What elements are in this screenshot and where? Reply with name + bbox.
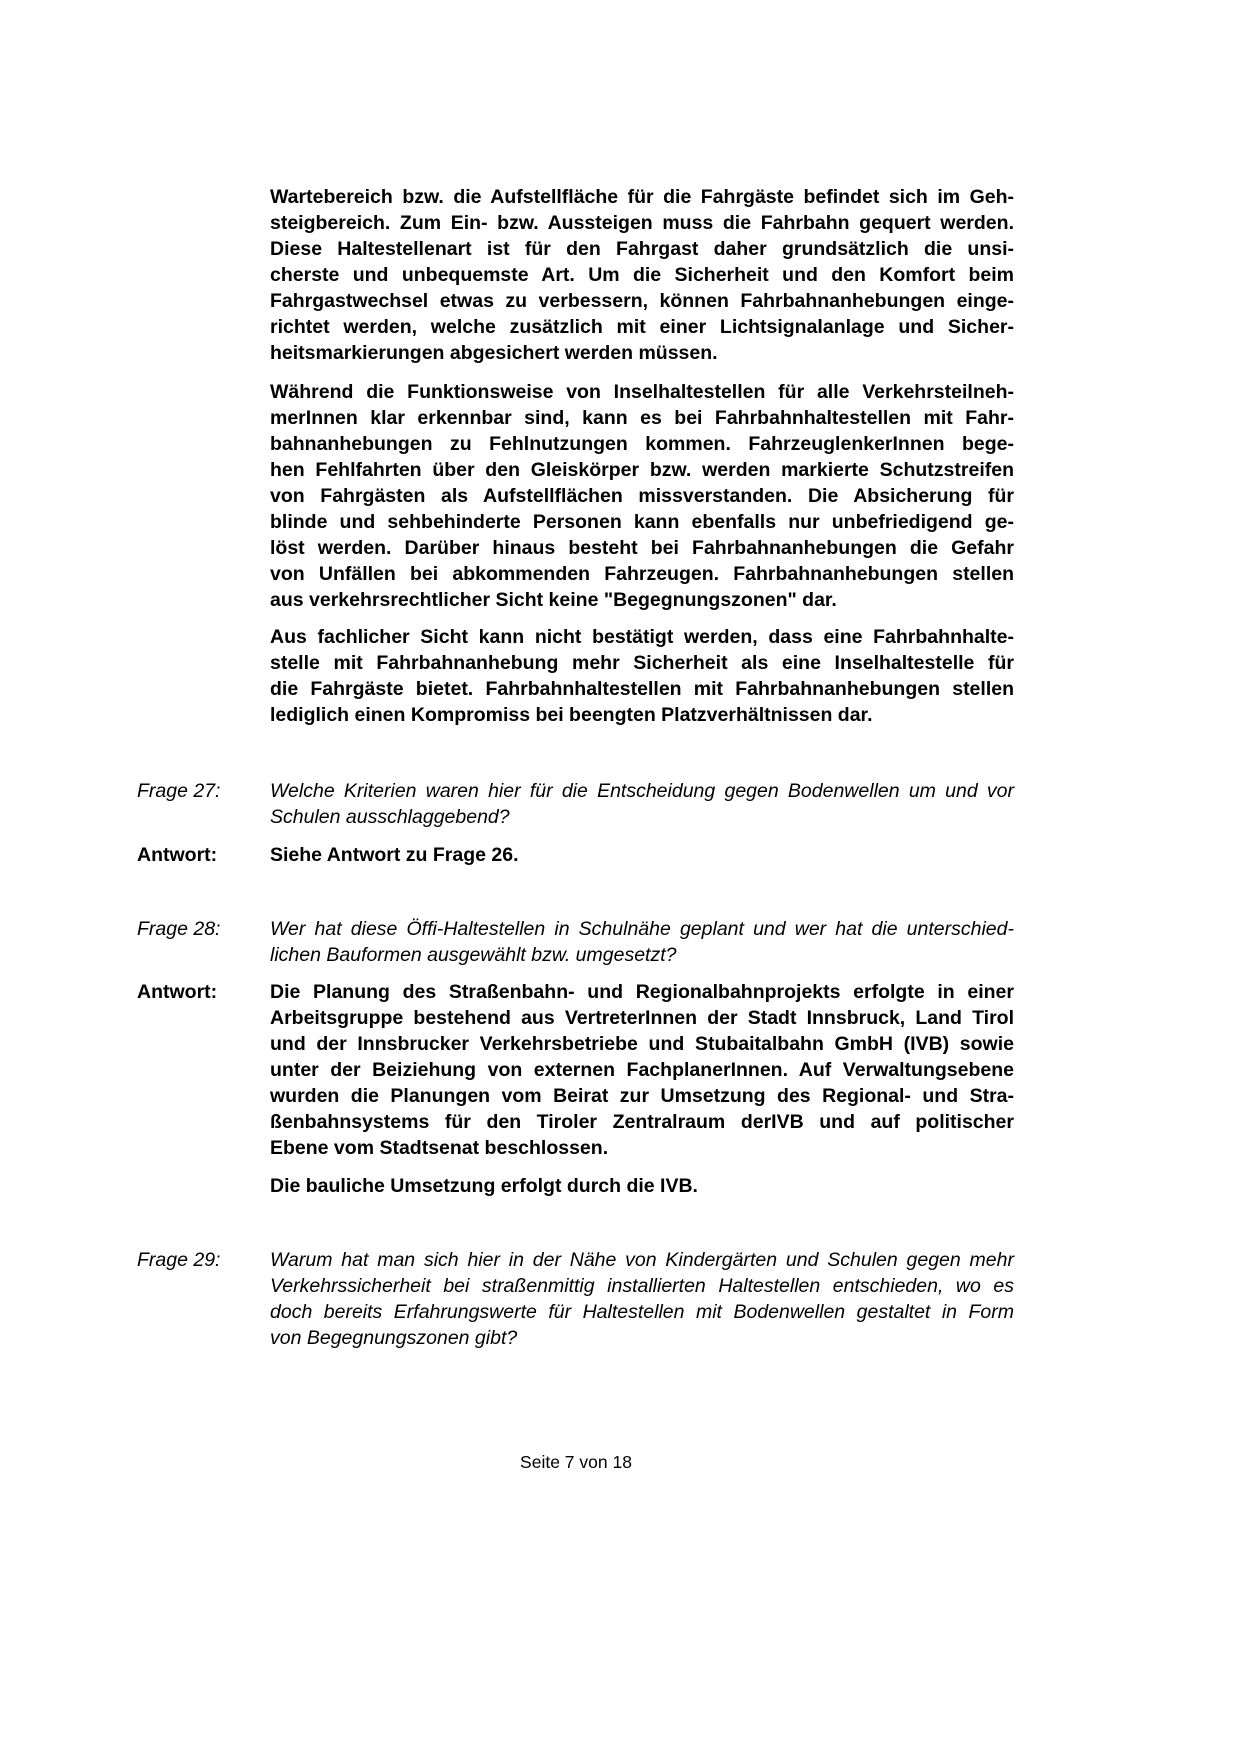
- text-line: stelle mit Fahrbahnanhebung mehr Sicherheit als eine Inselhaltestelle für: [270, 652, 1014, 674]
- text-line: Arbeitsgruppe bestehend aus VertreterInnen der Stadt Innsbruck, Land Tirol: [270, 1007, 1014, 1029]
- text-line: Die bauliche Umsetzung erfolgt durch die IVB.: [270, 1175, 698, 1197]
- question-29-text: [270, 1247, 1014, 1351]
- text-line: und der Innsbrucker Verkehrsbetriebe und Stubaitalbahn GmbH (IVB) sowie: [270, 1033, 1014, 1055]
- text-line: Siehe Antwort zu Frage 26.: [270, 844, 519, 866]
- text-line: bahnanhebungen zu Fehlnutzungen kommen. FahrzeuglenkerInnen bege-: [270, 433, 1014, 455]
- text-line: richtet werden, welche zusätzlich mit einer Lichtsignalanlage und Sicher-: [270, 316, 1014, 338]
- paragraph-haltestellen-intro: [270, 184, 1014, 366]
- text-line: Aus fachlicher Sicht kann nicht bestätigt werden, dass eine Fahrbahnhalte-: [270, 626, 1014, 648]
- text-line: blinde und sehbehinderte Personen kann ebenfalls nur unbefriedigend ge-: [270, 511, 1014, 533]
- text-line: von Begegnungszonen gibt?: [270, 1327, 518, 1349]
- text-line: ßenbahnsystems für den Tiroler Zentralraum derIVB und auf politischer: [270, 1111, 1014, 1133]
- text-line: unter der Beiziehung von externen FachplanerInnen. Auf Verwaltungsebene: [270, 1059, 1014, 1081]
- text-line: Diese Haltestellenart ist für den Fahrgast daher grundsätzlich die unsi-: [270, 238, 1014, 260]
- text-line: Welche Kriterien waren hier für die Entscheidung gegen Bodenwellen um und vor: [270, 780, 1014, 802]
- text-line: Die Planung des Straßenbahn- und Regionalbahnprojekts erfolgte in einer: [270, 981, 1014, 1003]
- paragraph-inselhaltestellen: [270, 379, 1014, 613]
- text-line: aus verkehrsrechtlicher Sicht keine "Begegnungszonen" dar.: [270, 589, 837, 611]
- answer-27-label: Antwort:: [137, 844, 218, 866]
- answer-28-label: Antwort:: [137, 981, 218, 1003]
- text-line: lediglich einen Kompromiss bei beengten Platzverhältnissen dar.: [270, 704, 873, 726]
- text-line: heitsmarkierungen abgesichert werden müssen.: [270, 342, 718, 364]
- text-line: hen Fehlfahrten über den Gleiskörper bzw. werden markierte Schutzstreifen: [270, 459, 1014, 481]
- text-line: Fahrgastwechsel etwas zu verbessern, können Fahrbahnanhebungen einge-: [270, 290, 1014, 312]
- question-29-label: Frage 29:: [137, 1249, 221, 1271]
- question-28-label: Frage 28:: [137, 918, 221, 940]
- text-line: Schulen ausschlaggebend?: [270, 806, 510, 828]
- question-28-text: [270, 916, 1014, 968]
- text-line: wurden die Planungen vom Beirat zur Umsetzung des Regional- und Stra-: [270, 1085, 1014, 1107]
- text-line: lichen Bauformen ausgewählt bzw. umgesetzt?: [270, 944, 677, 966]
- text-line: steigbereich. Zum Ein- bzw. Aussteigen muss die Fahrbahn gequert werden.: [270, 212, 1014, 234]
- text-line: merInnen klar erkennbar sind, kann es bei Fahrbahnhaltestellen mit Fahr-: [270, 407, 1014, 429]
- answer-28-text: [270, 979, 1014, 1161]
- text-line: Wartebereich bzw. die Aufstellfläche für die Fahrgäste befindet sich im Geh-: [270, 186, 1014, 208]
- text-line: Während die Funktionsweise von Inselhaltestellen für alle Verkehrsteilneh-: [270, 381, 1014, 403]
- answer-27-text: [270, 842, 1014, 868]
- text-line: cherste und unbequemste Art. Um die Sicherheit und den Komfort beim: [270, 264, 1014, 286]
- text-line: Verkehrssicherheit bei straßenmittig installierten Haltestellen entschieden, wo es: [270, 1275, 1014, 1297]
- text-line: von Fahrgästen als Aufstellflächen missverstanden. Die Absicherung für: [270, 485, 1014, 507]
- text-line: Wer hat diese Öffi-Haltestellen in Schulnähe geplant und wer hat die unterschied-: [270, 918, 1014, 940]
- text-line: Warum hat man sich hier in der Nähe von Kindergärten und Schulen gegen mehr: [270, 1249, 1014, 1271]
- answer-28-text-2: [270, 1173, 1014, 1199]
- paragraph-fachliche-sicht: [270, 624, 1014, 728]
- text-line: die Fahrgäste bietet. Fahrbahnhaltestellen mit Fahrbahnanhebungen stellen: [270, 678, 1014, 700]
- page-number-footer: Seite 7 von 18: [520, 1452, 632, 1472]
- text-line: Ebene vom Stadtsenat beschlossen.: [270, 1137, 609, 1159]
- text-line: löst werden. Darüber hinaus besteht bei Fahrbahnanhebungen die Gefahr: [270, 537, 1014, 559]
- question-27-label: Frage 27:: [137, 780, 221, 802]
- question-27-text: [270, 778, 1014, 830]
- text-line: doch bereits Erfahrungswerte für Haltestellen mit Bodenwellen gestaltet in Form: [270, 1301, 1014, 1323]
- text-line: von Unfällen bei abkommenden Fahrzeugen. Fahrbahnanhebungen stellen: [270, 563, 1014, 585]
